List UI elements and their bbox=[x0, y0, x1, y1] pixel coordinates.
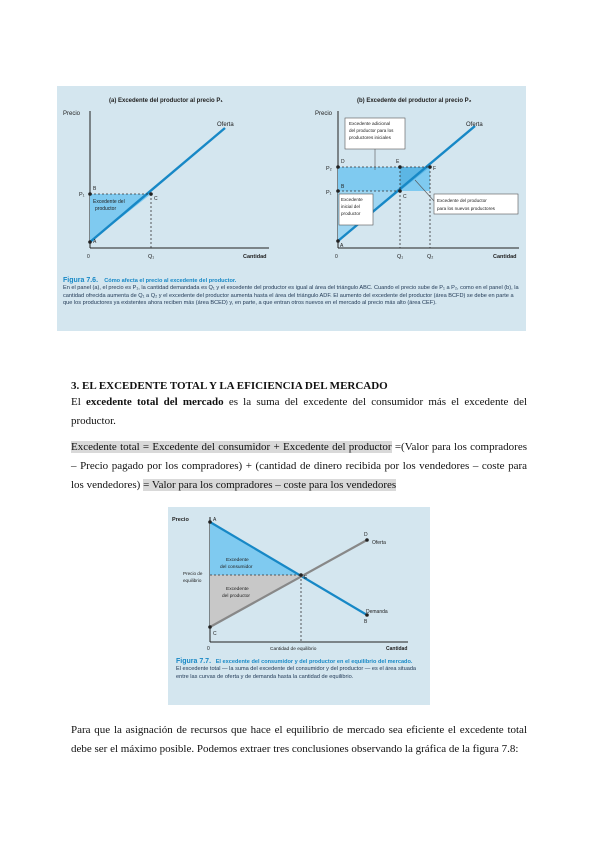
fig77-eq-price-label-2: equilibrio bbox=[183, 578, 202, 583]
panel-b-c-label: C bbox=[403, 194, 407, 200]
fig77-supply-label: Oferta bbox=[372, 540, 386, 546]
figure-7-7 bbox=[168, 507, 430, 705]
formula-highlight: Excedente total = Excedente del consumidor + Excedente del productor bbox=[71, 441, 392, 453]
fig77-consumer-label-1: Excedente bbox=[226, 558, 249, 563]
panel-b-title: (b) Excedente del productor al precio P₂ bbox=[357, 98, 472, 104]
formula-end-highlight: = Valor para los compradores – coste para los vendedores bbox=[143, 479, 397, 491]
panel-a-point-c bbox=[149, 192, 153, 196]
fig77-point-e bbox=[299, 573, 303, 577]
panel-a-a-label: A bbox=[93, 239, 97, 245]
panel-b-additional-callout-3: productores iniciales bbox=[349, 135, 391, 140]
panel-b-p1-label: P₁ bbox=[326, 190, 332, 196]
panel-a-point-b bbox=[88, 192, 92, 196]
paragraph-definition-bold: excedente total del mercado bbox=[86, 396, 224, 408]
panel-b-additional-callout-1: Excedente adicional bbox=[349, 121, 391, 126]
fig77-e-label: E bbox=[304, 575, 308, 581]
panel-b-e-label: E bbox=[396, 159, 400, 165]
panel-b-a-label: A bbox=[340, 243, 344, 249]
panel-b-supply-label: Oferta bbox=[466, 122, 483, 128]
panel-a-y-label: Precio bbox=[63, 111, 81, 117]
panel-a-area-label-1: Excedente del bbox=[93, 199, 125, 205]
panel-b-origin: 0 bbox=[335, 254, 338, 260]
panel-a-origin: 0 bbox=[87, 254, 90, 260]
panel-a-point-a bbox=[88, 240, 92, 244]
figure-7-6-caption-label: Figura 7.6. bbox=[63, 277, 99, 284]
panel-b-q2-label: Q₂ bbox=[427, 254, 434, 260]
fig77-point-d bbox=[365, 538, 369, 542]
panel-a-p1-label: P₁ bbox=[79, 192, 85, 198]
panel-a-c-label: C bbox=[154, 196, 158, 202]
paragraph-definition-end: es la suma del excedente del consumidor más el excedente del productor. bbox=[71, 396, 528, 427]
figure-7-7-caption bbox=[176, 658, 424, 681]
panel-b-point-c bbox=[398, 189, 402, 193]
panel-b-point-e bbox=[398, 165, 402, 169]
figure-7-7-caption-label: Figura 7.7. bbox=[176, 658, 212, 665]
section-heading: 3. EL EXCEDENTE TOTAL Y LA EFICIENCIA DEL MERCADO bbox=[71, 380, 388, 392]
fig77-d-label: D bbox=[364, 532, 368, 538]
panel-b-additional-callout-2: del productor para los bbox=[349, 128, 394, 133]
panel-a-b-label: B bbox=[93, 186, 97, 192]
panel-a-supply-label: Oferta bbox=[217, 122, 234, 128]
panel-b-b-label: B bbox=[341, 184, 345, 190]
panel-b-initial-callout-2: inicial del bbox=[341, 204, 360, 209]
panel-b-initial-callout-1: Excedente bbox=[341, 197, 363, 202]
panel-a-area-label-2: productor bbox=[95, 206, 117, 212]
fig77-point-c bbox=[208, 625, 212, 629]
panel-b-point-b bbox=[336, 189, 340, 193]
paragraph-formula bbox=[71, 438, 527, 495]
fig77-eq-qty-label: Cantidad de equilibrio bbox=[270, 647, 317, 652]
fig77-c-label: C bbox=[213, 631, 217, 637]
panel-b-point-d bbox=[336, 165, 340, 169]
fig77-x-label: Cantidad bbox=[386, 646, 408, 652]
paragraph-closing: Para que la asignación de recursos que hace el equilibrio de mercado sea eficiente el excedente total debe ser el máximo posible. Podemos extraer tres conclusiones observando la gráfica de la figura 7.8: bbox=[71, 724, 527, 755]
panel-a-q1-label: Q₁ bbox=[148, 254, 155, 260]
figure-7-7-caption-title: El excedente del consumidor y del productor en el equilibrio del mercado. bbox=[215, 659, 413, 665]
fig77-demand-label: Demanda bbox=[366, 609, 388, 615]
fig77-b-label: B bbox=[364, 619, 368, 625]
fig77-producer-label-2: del productor bbox=[222, 594, 250, 599]
panel-b-p2-label: P₂ bbox=[326, 166, 332, 172]
panel-a-supply-curve bbox=[90, 128, 225, 242]
formula-middle: =(Valor para los compradores – Precio pagado por los compradores) + (cantidad de dinero recibida por los vendedores – coste para los vendedores) bbox=[71, 441, 527, 491]
figure-7-6-caption-title: Cómo afecta el precio al excedente del productor. bbox=[104, 278, 237, 284]
fig77-consumer-label-2: del consumidor bbox=[220, 565, 253, 570]
paragraph-definition bbox=[71, 393, 527, 431]
figure-7-7-caption-text: El excedente total — la suma del excedente del consumidor y del productor — es el área situada entre las curvas de oferta y de demanda hasta la cantidad de equilibrio. bbox=[176, 666, 417, 680]
paragraph-definition-start: El bbox=[71, 396, 81, 408]
fig77-eq-price-label-1: Precio de bbox=[183, 571, 203, 576]
fig77-point-a bbox=[208, 520, 212, 524]
fig77-producer-label-1: Excedente bbox=[226, 587, 249, 592]
panel-b-initial-callout-3: productor bbox=[341, 211, 361, 216]
panel-a-title: (a) Excedente del productor al precio P₁ bbox=[109, 98, 223, 104]
panel-b-new-callout bbox=[434, 194, 518, 214]
figure-7-6 bbox=[57, 86, 526, 331]
panel-a-x-label: Cantidad bbox=[243, 254, 267, 260]
fig77-origin: 0 bbox=[207, 646, 210, 652]
figure-7-6-caption bbox=[63, 277, 523, 308]
fig77-y-label: Precio bbox=[172, 517, 189, 523]
panel-b-f-label: F bbox=[433, 166, 437, 172]
panel-b-d-label: D bbox=[341, 159, 345, 165]
panel-b-point-f bbox=[428, 165, 432, 169]
panel-b-y-label: Precio bbox=[315, 111, 333, 117]
panel-b-new-callout-2: para los nuevos productores bbox=[437, 206, 495, 211]
fig77-a-label: A bbox=[213, 517, 217, 523]
figure-7-6-caption-text: En el panel (a), el precio es P₁, la cantidad demandada es Q₁ y el excedente del productor es igual al área del triángulo ABC. Cuando el precio sube de P₁ a P₂, como en el panel (b), la cantidad ofrecida aumenta de Q₁ a Q₂ y el excedente del productor aumenta hasta el área del triángulo ADF. El aumento del excedente del productor (área BCFD) se debe en parte a que los productores ya existentes ahora reciben más (área BCED) y, en parte, a que entran otros nuevos en el mercado al precio más alto (área CEF). bbox=[63, 285, 519, 307]
panel-b-new-callout-1: Excedente del productor bbox=[437, 198, 487, 203]
panel-b-q1-label: Q₁ bbox=[397, 254, 404, 260]
panel-b-x-label: Cantidad bbox=[493, 254, 517, 260]
